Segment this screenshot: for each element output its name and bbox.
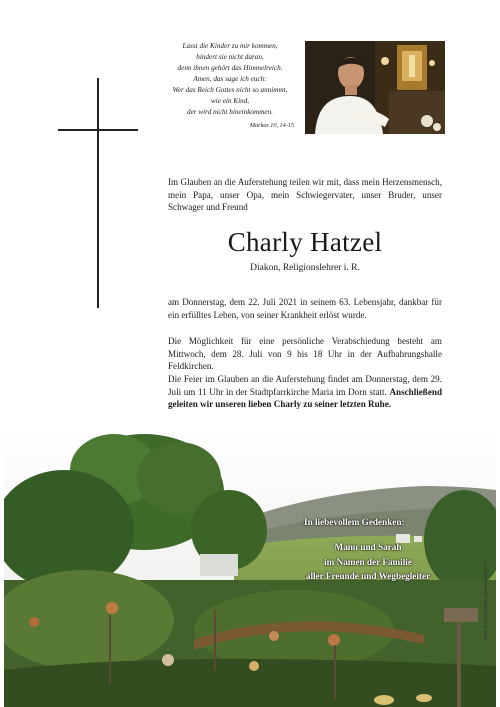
deceased-title: Diakon, Religionslehrer i. R.: [250, 263, 360, 273]
verse-line: wie ein Kind,: [210, 97, 250, 105]
verse-reference: Markus 10, 14-15: [249, 122, 294, 129]
mourners-list: [302, 540, 434, 584]
burial-text: Anschließend geleiten wir unseren lieben Charly zu seiner letzten Ruhe.: [168, 386, 443, 409]
mourner-line: im Namen der Familie: [324, 556, 412, 567]
mourner-line: aller Freunde und Wegbegleiter: [305, 571, 431, 581]
bible-verse: [160, 41, 300, 131]
verse-line: der wird nicht hineinkommen.: [187, 108, 273, 116]
photo-credit: Foto: Kurt Tschinkel, www.viasolis.com: [483, 561, 488, 640]
mourner-line: Manu und Sarah: [334, 542, 402, 552]
death-announcement: am Donnerstag, dem 22. Juli 2021 in seinem 63. Lebensjahr, dankbar für ein erfülltes Leben, von seiner Krankheit erlöst wurde.: [168, 297, 442, 320]
intro-text: Im Glauben an die Auferstehung teilen wir mit, dass mein Herzensmensch, mein Papa, unser Opa, mein Schwiegervater, unser Bruder, unser Schwager und Freund: [168, 177, 442, 212]
funeral-info: [168, 373, 442, 411]
viewing-info: Die Möglichkeit für eine persönliche Verabschiedung besteht am Mittwoch, dem 28. Juli von 9 bis 18 Uhr in der Aufbahrungshalle Feldkirchen.: [168, 336, 442, 371]
portrait-photo: [305, 41, 445, 134]
funeral-service-text: Die Feier im Glauben an die Auferstehung findet am Donnerstag, dem 29. Juli um 11 Uhr in der Stadtpfarrkirche Maria im Dorn statt.: [168, 374, 442, 397]
verse-line: hindert sie nicht daran,: [196, 53, 264, 61]
verse-line: Wer das Reich Gottes nicht so annimmt,: [172, 86, 288, 94]
verse-line: denn ihnen gehört das Himmelreich.: [177, 64, 283, 72]
cross-icon-bar: [58, 129, 138, 131]
memorial-heading: In liebevollem Gedenken:: [304, 517, 405, 527]
verse-line: Lasst die Kinder zu mir kommen,: [182, 42, 278, 50]
cross-icon: [97, 78, 99, 308]
verse-line: Amen, das sage ich euch:: [193, 75, 267, 83]
deceased-name: Charly Hatzel: [227, 227, 383, 257]
